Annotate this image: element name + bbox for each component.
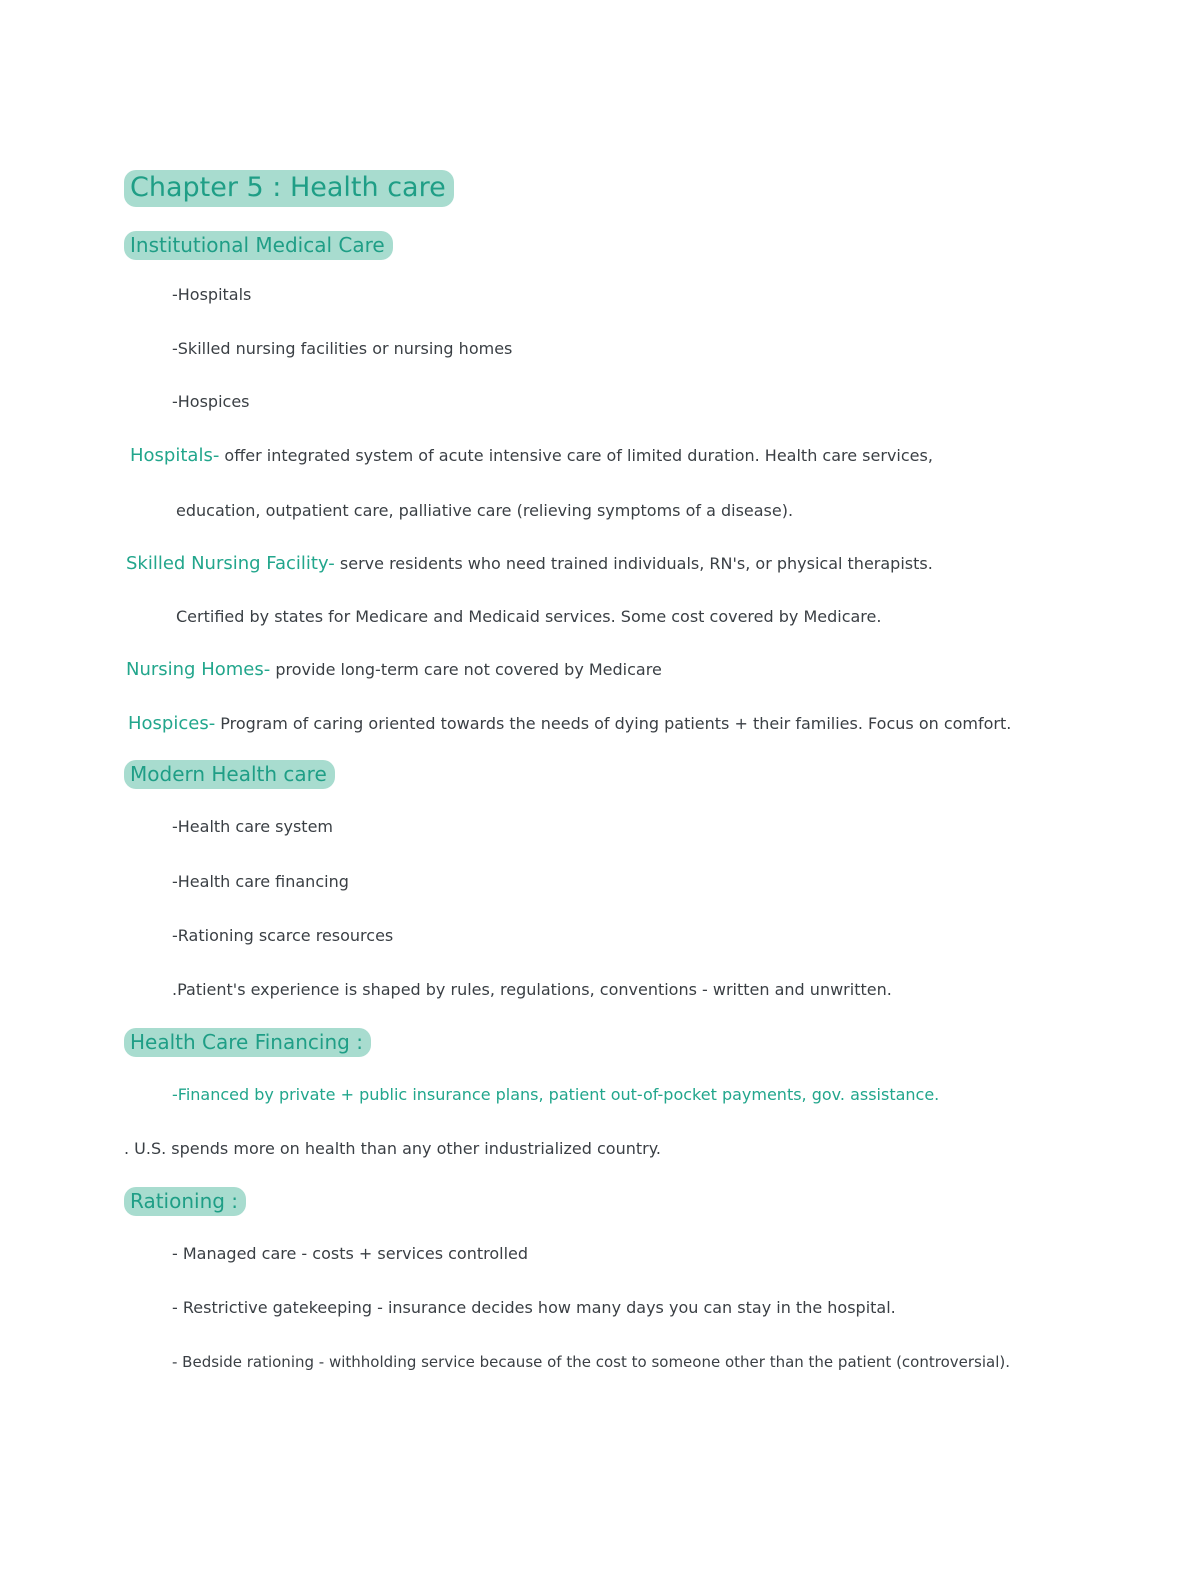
section-rationing-heading-row	[124, 1187, 246, 1216]
list-item: .Patient's experience is shaped by rules, regulations, conventions - written and unwritten.	[172, 980, 892, 999]
note-text: . U.S. spends more on health than any other industrialized country.	[124, 1139, 661, 1158]
definition-text-continued: education, outpatient care, palliative care (relieving symptoms of a disease).	[176, 501, 794, 520]
section-heading-rationing: Rationing :	[124, 1187, 246, 1216]
page-title-row	[124, 170, 454, 207]
list-item: -Skilled nursing facilities or nursing homes	[172, 339, 513, 358]
term-hospices: Hospices-	[128, 713, 216, 734]
section-heading-institutional: Institutional Medical Care	[124, 231, 393, 260]
list-item: -Health care financing	[172, 872, 349, 891]
section-financing-heading-row	[124, 1028, 371, 1057]
definition-text-continued: Certified by states for Medicare and Medicaid services. Some cost covered by Medicare.	[176, 607, 882, 626]
section-heading-financing: Health Care Financing :	[124, 1028, 371, 1057]
definition-text: Program of caring oriented towards the needs of dying patients + their families. Focus on comfort.	[220, 714, 1012, 733]
page-title: Chapter 5 : Health care	[124, 170, 454, 207]
definition-text: provide long-term care not covered by Medicare	[275, 660, 662, 679]
term-hospitals: Hospitals-	[130, 445, 220, 466]
term-nursing-homes: Nursing Homes-	[126, 659, 271, 680]
section-modern-heading-row	[124, 760, 335, 789]
list-item: -Rationing scarce resources	[172, 926, 394, 945]
definition-hospitals	[130, 445, 933, 467]
definition-text: offer integrated system of acute intensive care of limited duration. Health care services,	[224, 446, 933, 465]
definition-nursing-homes	[126, 659, 662, 681]
section-heading-modern: Modern Health care	[124, 760, 335, 789]
list-item: -Hospices	[172, 392, 250, 411]
list-item: -Hospitals	[172, 285, 252, 304]
list-item: -Health care system	[172, 817, 333, 836]
definition-hospices	[128, 713, 1011, 735]
definition-skilled-nursing	[126, 553, 933, 575]
list-item: - Managed care - costs + services controlled	[172, 1244, 529, 1263]
list-item: -Financed by private + public insurance plans, patient out-of-pocket payments, gov. assistance.	[172, 1085, 940, 1104]
definition-text: serve residents who need trained individuals, RN's, or physical therapists.	[339, 554, 933, 573]
term-skilled-nursing-facility: Skilled Nursing Facility-	[126, 553, 335, 574]
list-item: - Bedside rationing - withholding service because of the cost to someone other than the patient (controversial).	[172, 1353, 1010, 1371]
list-item: - Restrictive gatekeeping - insurance decides how many days you can stay in the hospital.	[172, 1298, 896, 1317]
section-institutional-heading-row	[124, 231, 393, 260]
